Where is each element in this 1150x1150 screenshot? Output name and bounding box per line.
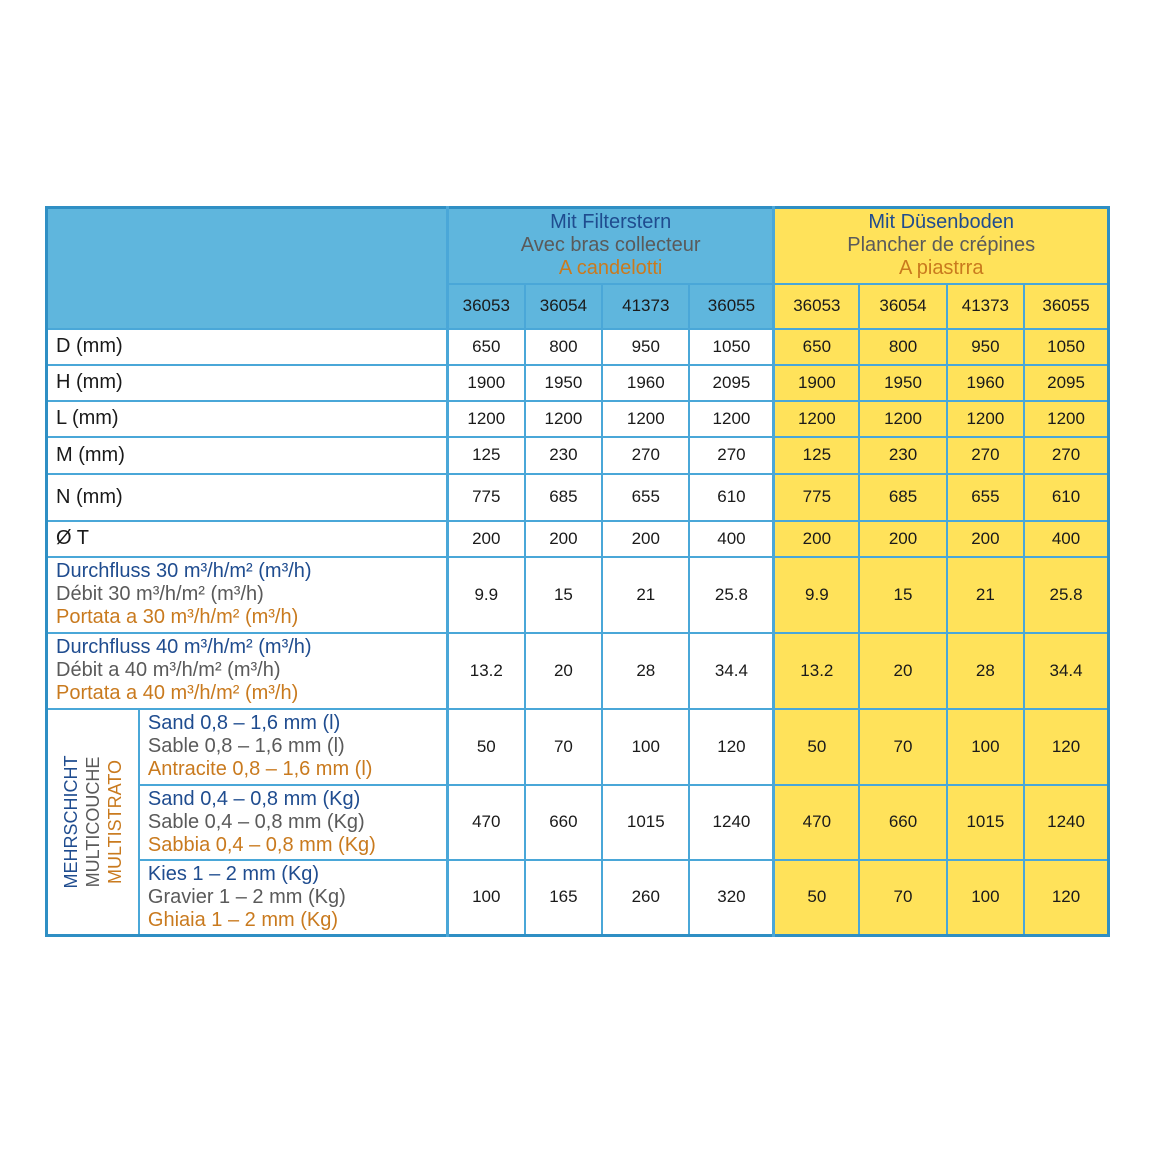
value-cell: 200 [859,521,946,557]
row-label: H (mm) [47,365,448,401]
label-it: Sabbia 0,4 – 0,8 mm (Kg) [147,833,376,856]
value-cell: 1960 [602,365,689,401]
group-header-filterstern [447,208,774,284]
label-it: Ghiaia 1 – 2 mm (Kg) [147,908,338,931]
group-title-it: A piastrra [898,257,984,280]
value-cell: 125 [774,437,859,474]
value-cell: 100 [947,709,1024,785]
value-cell: 9.9 [447,557,524,633]
value-cell: 270 [602,437,689,474]
value-cell: 1950 [525,365,602,401]
label-de: Sand 0,4 – 0,8 mm (Kg) [147,787,361,810]
value-cell: 165 [525,860,602,936]
value-cell: 1200 [859,401,946,437]
value-cell: 13.2 [774,633,859,709]
value-cell: 1050 [1024,329,1108,365]
multilayer-de: MEHRSCHICHT [60,755,81,889]
multilayer-group-label [47,709,139,936]
model-number-cell: 36054 [525,284,602,329]
value-cell: 25.8 [1024,557,1108,633]
value-cell: 320 [689,860,773,936]
value-cell: 655 [947,474,1024,521]
group-title-de: Mit Filterstern [550,211,672,234]
value-cell: 270 [689,437,773,474]
value-cell: 260 [602,860,689,936]
value-cell: 70 [859,709,946,785]
value-cell: 1200 [689,401,773,437]
group-title-fr: Avec bras collecteur [520,234,701,257]
value-cell: 950 [602,329,689,365]
flow-label [47,633,448,709]
multilayer-it: MULTISTRATO [104,759,125,884]
label-it: Portata a 30 m³/h/m² (m³/h) [56,606,299,628]
table-row [47,474,1109,521]
flow-label [47,557,448,633]
value-cell: 28 [602,633,689,709]
value-cell: 1050 [689,329,773,365]
model-number-cell: 41373 [602,284,689,329]
value-cell: 1200 [525,401,602,437]
group-header-duesenboden [774,208,1109,284]
value-cell: 775 [447,474,524,521]
label-fr: Débit 30 m³/h/m² (m³/h) [56,583,264,605]
model-number-cell: 41373 [947,284,1024,329]
multilayer-row [47,709,1109,785]
group-title-fr: Plancher de crépines [847,234,1036,257]
value-cell: 660 [859,785,946,860]
value-cell: 650 [447,329,524,365]
label-fr: Sable 0,8 – 1,6 mm (l) [147,735,345,757]
table-row [47,401,1109,437]
group-title-de: Mit Düsenboden [868,211,1015,234]
value-cell: 1200 [602,401,689,437]
label-it: Antracite 0,8 – 1,6 mm (l) [147,758,373,780]
value-cell: 800 [525,329,602,365]
value-cell: 120 [1024,860,1108,936]
media-label [139,785,447,860]
row-label: N (mm) [47,474,448,521]
value-cell: 400 [1024,521,1108,557]
label-de: Durchfluss 40 m³/h/m² (m³/h) [56,636,312,658]
value-cell: 1200 [947,401,1024,437]
value-cell: 650 [774,329,859,365]
table-body [47,208,1109,936]
value-cell: 25.8 [689,557,773,633]
multilayer-row [47,785,1109,860]
value-cell: 34.4 [1024,633,1108,709]
label-fr: Sable 0,4 – 0,8 mm (Kg) [147,810,365,833]
label-de: Kies 1 – 2 mm (Kg) [147,862,320,885]
value-cell: 200 [525,521,602,557]
value-cell: 50 [774,860,859,936]
value-cell: 230 [859,437,946,474]
value-cell: 125 [447,437,524,474]
value-cell: 685 [859,474,946,521]
value-cell: 400 [689,521,773,557]
value-cell: 1900 [447,365,524,401]
value-cell: 1015 [602,785,689,860]
value-cell: 120 [689,709,773,785]
value-cell: 1200 [447,401,524,437]
multilayer-fr: MULTICOUCHE [82,756,103,888]
value-cell: 200 [602,521,689,557]
value-cell: 21 [947,557,1024,633]
row-label: D (mm) [47,329,448,365]
value-cell: 21 [602,557,689,633]
label-fr: Débit a 40 m³/h/m² (m³/h) [56,659,281,681]
value-cell: 2095 [1024,365,1108,401]
value-cell: 1200 [1024,401,1108,437]
multilayer-vertical-text [60,755,126,888]
value-cell: 470 [447,785,524,860]
row-label: Ø T [47,521,448,557]
value-cell: 15 [525,557,602,633]
value-cell: 950 [947,329,1024,365]
value-cell: 50 [447,709,524,785]
group-header-row [47,208,1109,284]
value-cell: 610 [1024,474,1108,521]
label-fr: Gravier 1 – 2 mm (Kg) [147,885,346,908]
spec-table [45,206,1110,937]
value-cell: 9.9 [774,557,859,633]
label-de: Sand 0,8 – 1,6 mm (l) [147,712,341,734]
value-cell: 270 [947,437,1024,474]
flow-row [47,557,1109,633]
value-cell: 120 [1024,709,1108,785]
value-cell: 1240 [689,785,773,860]
table-row [47,329,1109,365]
model-number-cell: 36053 [774,284,859,329]
value-cell: 1960 [947,365,1024,401]
model-number-cell: 36053 [447,284,524,329]
value-cell: 13.2 [447,633,524,709]
value-cell: 70 [859,860,946,936]
value-cell: 28 [947,633,1024,709]
value-cell: 2095 [689,365,773,401]
model-number-cell: 36054 [859,284,946,329]
value-cell: 1950 [859,365,946,401]
value-cell: 100 [602,709,689,785]
value-cell: 100 [447,860,524,936]
table-row [47,365,1109,401]
value-cell: 660 [525,785,602,860]
value-cell: 15 [859,557,946,633]
value-cell: 70 [525,709,602,785]
value-cell: 655 [602,474,689,521]
label-de: Durchfluss 30 m³/h/m² (m³/h) [56,560,312,582]
value-cell: 1240 [1024,785,1108,860]
value-cell: 20 [859,633,946,709]
group-title-it: A candelotti [558,257,663,280]
value-cell: 20 [525,633,602,709]
value-cell: 200 [774,521,859,557]
model-number-cell: 36055 [689,284,773,329]
media-label [139,709,447,785]
value-cell: 230 [525,437,602,474]
table-row [47,521,1109,557]
corner-cell [47,208,448,329]
value-cell: 200 [947,521,1024,557]
value-cell: 610 [689,474,773,521]
multilayer-row [47,860,1109,936]
value-cell: 200 [447,521,524,557]
model-number-cell: 36055 [1024,284,1108,329]
value-cell: 1015 [947,785,1024,860]
value-cell: 470 [774,785,859,860]
table-row [47,437,1109,474]
label-it: Portata a 40 m³/h/m² (m³/h) [56,682,299,704]
flow-row [47,633,1109,709]
value-cell: 50 [774,709,859,785]
value-cell: 1200 [774,401,859,437]
media-label [139,860,447,936]
value-cell: 685 [525,474,602,521]
value-cell: 270 [1024,437,1108,474]
row-label: L (mm) [47,401,448,437]
row-label: M (mm) [47,437,448,474]
value-cell: 800 [859,329,946,365]
value-cell: 100 [947,860,1024,936]
value-cell: 34.4 [689,633,773,709]
value-cell: 1900 [774,365,859,401]
value-cell: 775 [774,474,859,521]
